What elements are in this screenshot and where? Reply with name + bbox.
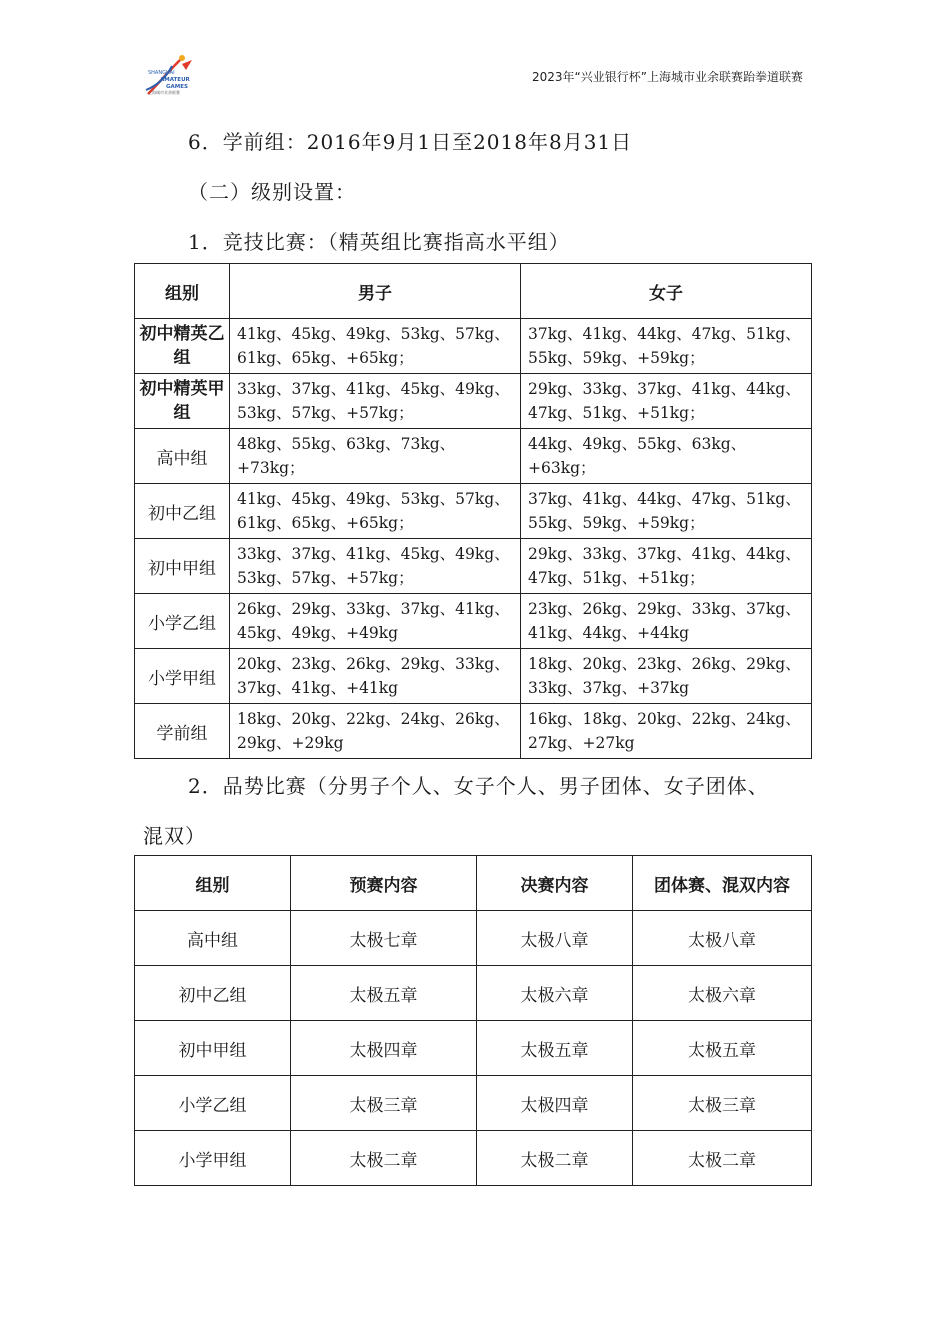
table-row bbox=[135, 429, 812, 484]
competition-table bbox=[134, 263, 812, 759]
team-cell: 太极八章 bbox=[633, 911, 812, 966]
group-cell: 小学乙组 bbox=[135, 1076, 291, 1131]
section-heading: （二）级别设置： bbox=[188, 180, 356, 204]
col-header-group: 组别 bbox=[135, 856, 291, 911]
table-row bbox=[135, 484, 812, 539]
male-weights-cell: 18kg、20kg、22kg、24kg、26kg、29kg、+29kg bbox=[230, 704, 521, 759]
final-cell: 太极五章 bbox=[477, 1021, 633, 1076]
shanghai-amateur-games-logo bbox=[142, 50, 206, 102]
col-header-team: 团体赛、混双内容 bbox=[633, 856, 812, 911]
prelim-cell: 太极三章 bbox=[291, 1076, 477, 1131]
table-row bbox=[135, 594, 812, 649]
female-weights-cell: 18kg、20kg、23kg、26kg、29kg、33kg、37kg、+37kg bbox=[521, 649, 812, 704]
table-header-row bbox=[135, 856, 812, 911]
svg-text:GAMES: GAMES bbox=[166, 84, 188, 90]
svg-text:SHANGHAI: SHANGHAI bbox=[148, 70, 175, 76]
team-cell: 太极六章 bbox=[633, 966, 812, 1021]
female-weights-cell: 23kg、26kg、29kg、33kg、37kg、41kg、44kg、+44kg bbox=[521, 594, 812, 649]
prelim-cell: 太极二章 bbox=[291, 1131, 477, 1186]
group-cell: 初中精英乙组 bbox=[135, 319, 230, 374]
table-row bbox=[135, 1021, 812, 1076]
female-weights-cell: 29kg、33kg、37kg、41kg、44kg、47kg、51kg、+51kg； bbox=[521, 374, 812, 429]
table-row bbox=[135, 1076, 812, 1131]
group-cell: 小学甲组 bbox=[135, 1131, 291, 1186]
table-row bbox=[135, 704, 812, 759]
male-weights-cell: 41kg、45kg、49kg、53kg、57kg、61kg、65kg、+65kg； bbox=[230, 319, 521, 374]
poomsae-table bbox=[134, 855, 812, 1186]
prelim-cell: 太极四章 bbox=[291, 1021, 477, 1076]
table-header-row bbox=[135, 264, 812, 319]
final-cell: 太极二章 bbox=[477, 1131, 633, 1186]
table-row bbox=[135, 539, 812, 594]
group-cell: 高中组 bbox=[135, 911, 291, 966]
group-cell: 初中乙组 bbox=[135, 966, 291, 1021]
male-weights-cell: 26kg、29kg、33kg、37kg、41kg、45kg、49kg、+49kg bbox=[230, 594, 521, 649]
group-cell: 初中甲组 bbox=[135, 539, 230, 594]
team-cell: 太极三章 bbox=[633, 1076, 812, 1131]
team-cell: 太极二章 bbox=[633, 1131, 812, 1186]
final-cell: 太极八章 bbox=[477, 911, 633, 966]
final-cell: 太极六章 bbox=[477, 966, 633, 1021]
poomsae-heading: 2．品势比赛（分男子个人、女子个人、男子团体、女子团体、 bbox=[188, 774, 769, 798]
group-cell: 小学甲组 bbox=[135, 649, 230, 704]
header-title: 2023年“兴业银行杯”上海城市业余联赛跆拳道联赛 bbox=[532, 70, 803, 84]
table-row bbox=[135, 649, 812, 704]
col-header-male: 男子 bbox=[230, 264, 521, 319]
competition-heading: 1．竞技比赛：（精英组比赛指高水平组） bbox=[188, 230, 570, 254]
preschool-line: 6．学前组：2016年9月1日至2018年8月31日 bbox=[188, 130, 633, 154]
group-cell: 初中精英甲组 bbox=[135, 374, 230, 429]
female-weights-cell: 37kg、41kg、44kg、47kg、51kg、55kg、59kg、+59kg； bbox=[521, 319, 812, 374]
team-cell: 太极五章 bbox=[633, 1021, 812, 1076]
female-weights-cell: 44kg、49kg、55kg、63kg、+63kg； bbox=[521, 429, 812, 484]
final-cell: 太极四章 bbox=[477, 1076, 633, 1131]
prelim-cell: 太极五章 bbox=[291, 966, 477, 1021]
male-weights-cell: 33kg、37kg、41kg、45kg、49kg、53kg、57kg、+57kg； bbox=[230, 374, 521, 429]
male-weights-cell: 33kg、37kg、41kg、45kg、49kg、53kg、57kg、+57kg； bbox=[230, 539, 521, 594]
col-header-female: 女子 bbox=[521, 264, 812, 319]
table-row bbox=[135, 1131, 812, 1186]
col-header-group: 组别 bbox=[135, 264, 230, 319]
group-cell: 小学乙组 bbox=[135, 594, 230, 649]
svg-text:上海城市业余联赛: 上海城市业余联赛 bbox=[148, 90, 180, 95]
male-weights-cell: 20kg、23kg、26kg、29kg、33kg、37kg、41kg、+41kg bbox=[230, 649, 521, 704]
col-header-prelim: 预赛内容 bbox=[291, 856, 477, 911]
group-cell: 学前组 bbox=[135, 704, 230, 759]
group-cell: 初中甲组 bbox=[135, 1021, 291, 1076]
male-weights-cell: 41kg、45kg、49kg、53kg、57kg、61kg、65kg、+65kg； bbox=[230, 484, 521, 539]
table-row bbox=[135, 966, 812, 1021]
table-row bbox=[135, 319, 812, 374]
poomsae-heading-cont: 混双） bbox=[143, 824, 206, 848]
female-weights-cell: 16kg、18kg、20kg、22kg、24kg、27kg、+27kg bbox=[521, 704, 812, 759]
table-row bbox=[135, 911, 812, 966]
prelim-cell: 太极七章 bbox=[291, 911, 477, 966]
table-row bbox=[135, 374, 812, 429]
male-weights-cell: 48kg、55kg、63kg、73kg、+73kg； bbox=[230, 429, 521, 484]
female-weights-cell: 37kg、41kg、44kg、47kg、51kg、55kg、59kg、+59kg； bbox=[521, 484, 812, 539]
col-header-final: 决赛内容 bbox=[477, 856, 633, 911]
female-weights-cell: 29kg、33kg、37kg、41kg、44kg、47kg、51kg、+51kg； bbox=[521, 539, 812, 594]
group-cell: 高中组 bbox=[135, 429, 230, 484]
group-cell: 初中乙组 bbox=[135, 484, 230, 539]
svg-text:AMATEUR: AMATEUR bbox=[160, 77, 190, 83]
